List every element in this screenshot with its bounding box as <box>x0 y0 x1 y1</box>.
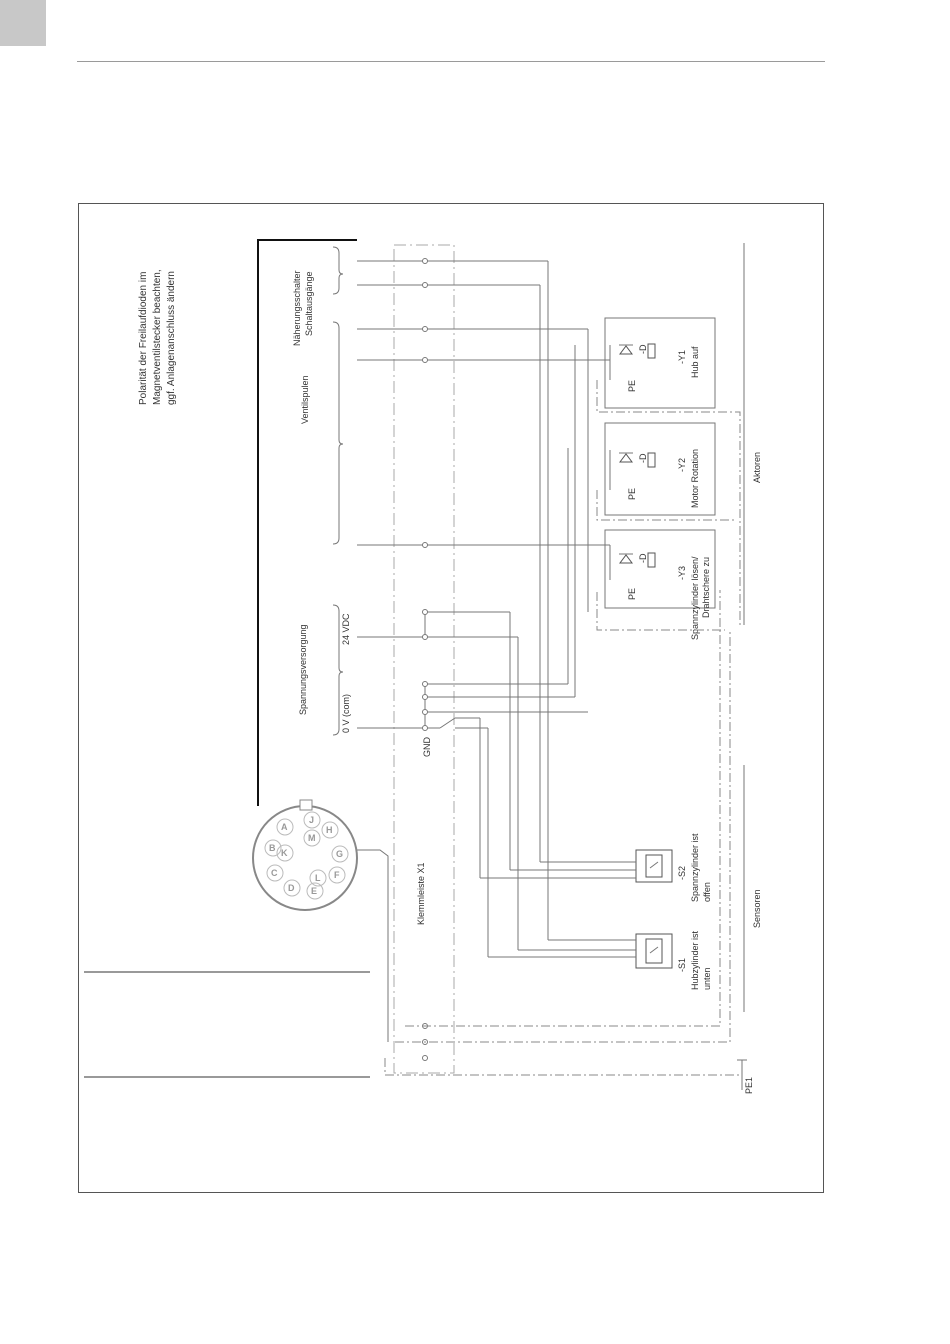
vertical-wires <box>480 261 588 957</box>
pin-h: H <box>326 825 333 835</box>
y3-pe: PE <box>627 587 637 600</box>
actuators-label: Aktoren <box>752 451 762 483</box>
s2-desc-2: offen <box>702 882 712 902</box>
terminals <box>423 259 428 1061</box>
y1-diode: -D <box>638 344 648 354</box>
note-line-1: Polarität der Freilaufdioden im <box>138 271 149 405</box>
valve-coils-label: Ventilspulen <box>300 375 310 424</box>
brace-valve-coils <box>333 322 343 544</box>
connector-pins <box>265 812 348 899</box>
feed-wires <box>357 261 610 728</box>
s1-desc-2: unten <box>702 967 712 990</box>
gnd-label: GND <box>422 737 432 757</box>
polarity-note <box>138 269 177 405</box>
pin-f: F <box>334 870 340 880</box>
y3-diode: -D <box>638 553 648 563</box>
sensor-s2 <box>636 833 712 902</box>
y2-diode: -D <box>638 453 648 463</box>
pe1-label: PE1 <box>744 1076 754 1094</box>
pin-j: J <box>309 815 315 825</box>
power-supply-label: Spannungsversorgung <box>298 624 308 715</box>
pin-d: D <box>288 883 295 893</box>
y3-desc-1: Spannzylinder lösen/ <box>690 556 700 640</box>
pin-c: C <box>271 868 278 878</box>
connector-lead <box>357 850 388 1042</box>
brace-proximity <box>333 247 343 294</box>
sensors-label: Sensoren <box>752 889 762 928</box>
pin-e: E <box>311 886 318 896</box>
v0-label: 0 V (com) <box>341 693 351 733</box>
pin-g: G <box>336 849 344 859</box>
y3-id: -Y3 <box>677 565 687 580</box>
s1-desc-1: Hubzylinder ist <box>690 930 700 990</box>
y1-id: -Y1 <box>677 349 687 364</box>
actuator-y1 <box>605 318 715 408</box>
y2-pe: PE <box>627 487 637 500</box>
s1-id: -S1 <box>677 957 687 972</box>
y3-desc-2: Drahtschere zu <box>701 556 711 618</box>
note-line-2: Magnetventilstecker beachten, <box>152 269 163 405</box>
s2-desc-1: Spannzylinder ist <box>690 833 700 902</box>
pin-a: A <box>281 822 288 832</box>
pin-b: B <box>269 843 276 853</box>
y2-id: -Y2 <box>677 457 687 472</box>
pin-k: K <box>281 848 288 858</box>
y2-desc: Motor Rotation <box>690 448 700 508</box>
proximity-label-2: Schaltausgänge <box>304 271 314 336</box>
proximity-label-1: Näherungsschalter <box>292 270 302 346</box>
terminal-strip-box <box>394 245 454 1073</box>
actuator-y3 <box>605 530 715 640</box>
s2-id: -S2 <box>677 865 687 880</box>
sensor-s1 <box>636 930 712 990</box>
sensor-wires <box>480 862 636 957</box>
pin-l: L <box>315 873 321 883</box>
pin-m: M <box>308 833 316 843</box>
terminal-strip-label: Klemmleiste X1 <box>416 862 426 925</box>
power-links <box>425 612 588 728</box>
circular-connector <box>253 800 357 910</box>
y1-pe: PE <box>627 379 637 392</box>
actuator-y2 <box>605 423 715 515</box>
v24-label: 24 VDC <box>341 613 351 645</box>
y1-desc: Hub auf <box>690 346 700 378</box>
note-line-3: ggf. Anlagenanschluss ändern <box>166 271 177 405</box>
